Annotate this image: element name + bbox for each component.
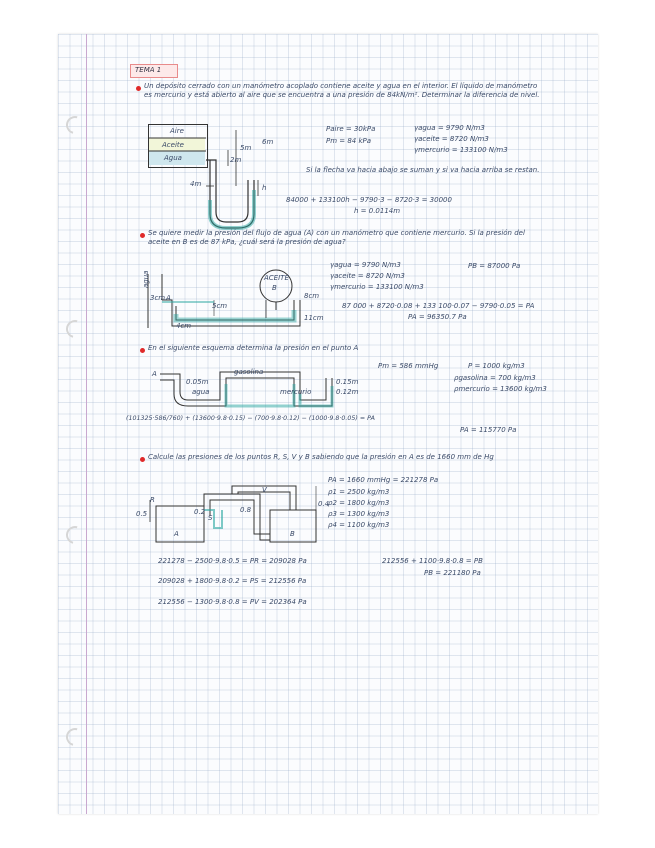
problem-1-note: Si la flecha va hacia abajo se suman y si va hacia arriba se restan. [306, 166, 540, 174]
label-v: V [262, 486, 267, 494]
given: ρmercurio = 13600 kg/m3 [454, 385, 547, 393]
given: ρgasolina = 700 kg/m3 [454, 374, 536, 382]
label-agua: agua [142, 270, 150, 288]
equation: 221278 − 2500·9.8·0.5 = PR = 209028 Pa [158, 557, 307, 565]
equation-result: PB = 221180 Pa [424, 569, 481, 577]
given: γagua = 9790 N/m3 [330, 261, 401, 269]
label-02: 0.2 [194, 508, 206, 516]
given: ρ4 = 1100 kg/m3 [328, 521, 390, 529]
label-05: 0.5 [136, 510, 148, 518]
given: Pm = 586 mmHg [378, 362, 439, 370]
label-4m: 4m [190, 180, 202, 188]
label-aire: Aire [170, 127, 184, 135]
equation: 212556 − 1300·9.8·0.8 = PV = 202364 Pa [158, 598, 307, 606]
label-aceite: ACEITE [264, 274, 289, 282]
equation-result: h = 0.0114m [354, 207, 401, 215]
given: Paire = 30kPa [326, 125, 376, 133]
label-3cm: 3cm [150, 294, 166, 302]
equation-result: PA = 115770 Pa [460, 426, 517, 434]
label-8cm: 8cm [304, 292, 320, 300]
label-5m: 5m [240, 144, 252, 152]
given: PA = 1660 mmHg = 221278 Pa [328, 476, 439, 484]
label-aceite: Aceite [162, 141, 184, 149]
problem-3-statement: En el siguiente esquema determina la presión en el punto A [148, 344, 359, 352]
label-005m: 0.05m [186, 378, 209, 386]
label-5cm: 5cm [212, 302, 228, 310]
given: Pm = 84 kPa [326, 137, 372, 145]
label-b: B [272, 284, 277, 292]
equation: 212556 + 1100·9.8·0.8 = PB [382, 557, 483, 565]
given: γagua = 9790 N/m3 [414, 124, 485, 132]
label-08: 0.8 [240, 506, 252, 514]
equation: 209028 + 1800·9.8·0.2 = PS = 212556 Pa [158, 577, 307, 585]
problem-2-statement: Se quiere medir la presión del flujo de agua (A) con un manómetro que contiene mercurio. Si la presión del aceite en B es de 87 kPa, ¿cuál será la presión de agua? [148, 229, 525, 246]
given: ρ2 = 1800 kg/m3 [328, 499, 390, 507]
given: γmercurio = 133100 N/m3 [330, 283, 424, 291]
label-agua: Agua [164, 154, 182, 162]
label-a: A [166, 294, 171, 302]
label-4cm: 4cm [176, 322, 192, 330]
equation: 87 000 + 8720·0.08 + 133 100·0.07 − 9790·0.05 = PA [342, 302, 535, 310]
given: ρ3 = 1300 kg/m3 [328, 510, 390, 518]
equation: 84000 + 133100h − 9790·3 − 8720·3 = 30000 [286, 196, 452, 204]
label-a: A [174, 530, 179, 538]
label-2m: 2m [230, 156, 242, 164]
given: ρ1 = 2500 kg/m3 [328, 488, 390, 496]
equation: (101325·586/760) + (13600·9.8·0.15) − (700·9.8·0.12) − (1000·9.8·0.05) = PA [126, 415, 375, 422]
problem-1-statement: Un depósito cerrado con un manómetro acoplado contiene aceite y agua en el interior. El líquido de manómetro es mercurio y está abierto al aire que se encuentra a una presión de 84kN/m². Determinar la diferencia de nivel. [144, 82, 540, 99]
label-a: A [152, 370, 157, 378]
page-title: TEMA 1 [135, 66, 162, 74]
label-mercurio: mercurio [280, 388, 312, 396]
label-012m: 0.12m [336, 388, 359, 396]
given: γmercurio = 133100 N/m3 [414, 146, 508, 154]
label-015m: 0.15m [336, 378, 359, 386]
given: P = 1000 kg/m3 [468, 362, 525, 370]
label-b: B [290, 530, 295, 538]
label-s: S [208, 514, 213, 522]
label-gasolina: gasolina [234, 368, 264, 376]
label-agua: agua [192, 388, 210, 396]
label-h: h [262, 184, 267, 192]
label-11cm: 11cm [304, 314, 324, 322]
given: PB = 87000 Pa [468, 262, 521, 270]
problem-4-statement: Calcule las presiones de los puntos R, S, V y B sabiendo que la presión en A es de 1660 mm de Hg [148, 453, 494, 461]
equation-result: PA = 96350.7 Pa [408, 313, 467, 321]
label-6m: 6m [262, 138, 274, 146]
label-04: 0.4 [318, 500, 330, 508]
given: γaceite = 8720 N/m3 [414, 135, 489, 143]
label-r: R [150, 496, 155, 504]
given: γaceite = 8720 N/m3 [330, 272, 405, 280]
